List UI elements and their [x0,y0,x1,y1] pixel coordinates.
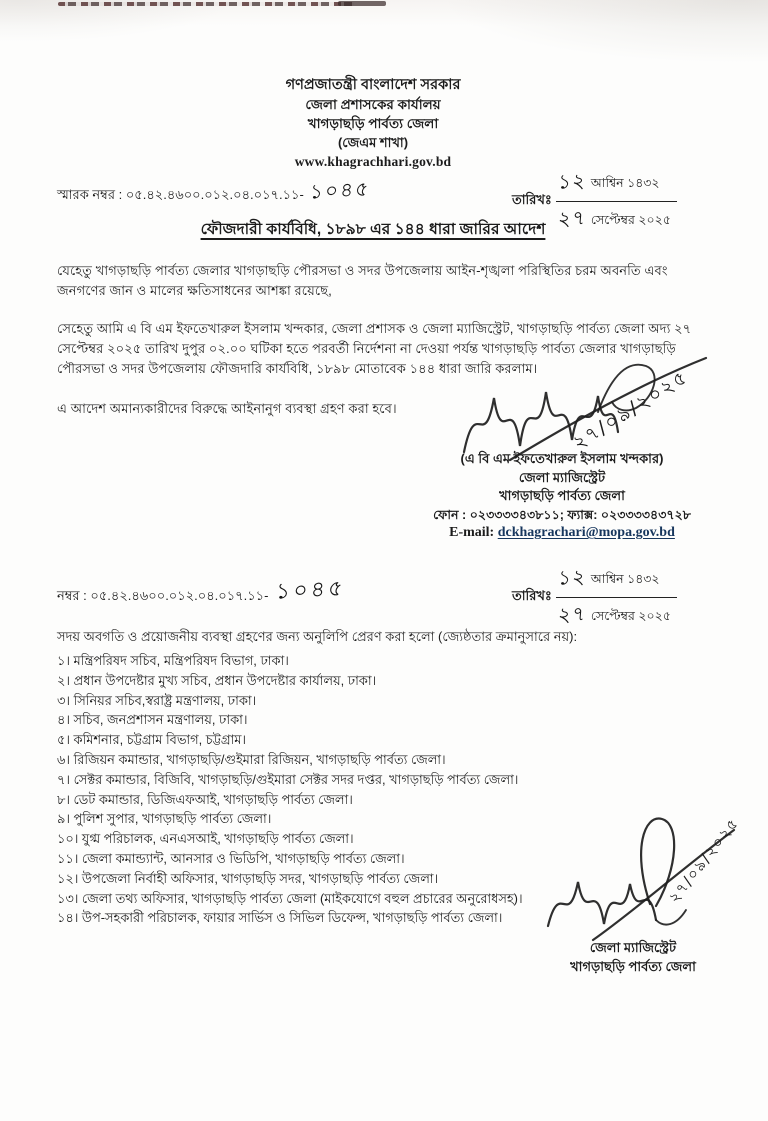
district-name: খাগড়াছড়ি পার্বত্য জেলা [307,116,439,131]
distribution-list [57,651,737,928]
handwritten-gregorian-day-2: ২৭ [556,601,588,627]
bangla-month-year-2: আশ্বিন ১৪৩২ [590,572,660,586]
signatory-name: (এ বি এম ইফতেখারুল ইসলাম খন্দকার) [460,451,664,466]
bangla-month-year-1: আশ্বিন ১৪৩২ [590,176,660,190]
signatory-district: খাগড়াছড়ি পার্বত্য জেলা [499,488,625,503]
signatory-title-bottom: জেলা ম্যাজিস্ট্রেট [589,940,677,955]
email-label: E-mail: [449,525,495,540]
distribution-item-9: ৯। পুলিশ সুপার, খাগড়াছড়ি পার্বত্য জেলা। [57,811,272,827]
distribution-item-6: ৬। রিজিয়ন কমান্ডার, খাগড়াছড়ি/গুইমারা রিজিয়ন, খাগড়াছড়ি পার্বত্য জেলা। [57,751,446,767]
handwritten-signature-date-2: ২৭/০৯/২০২৫ [664,814,743,907]
distribution-intro: সদয় অবগতি ও প্রয়োজনীয় ব্যবস্থা গ্রহণের জন্য অনুলিপি প্রেরণ করা হলো (জ্যেষ্ঠতার ক্রমানুসারে নয়): [57,629,578,644]
distribution-item-1: ১। মন্ত্রিপরিষদ সচিব, মন্ত্রিপরিষদ বিভাগ, ঢাকা। [57,653,289,668]
date-label-1: তারিখঃ [512,191,552,207]
letterhead [0,76,746,171]
signatory-district-bottom: খাগড়াছড়ি পার্বত্য জেলা [570,959,696,974]
distribution-item-5: ৫। কমিশনার, চট্টগ্রাম বিভাগ, চট্টগ্রাম। [57,732,247,748]
order-title: ফৌজদারী কার্যবিধি, ১৮৯৮ এর ১৪৪ ধারা জারির আদেশ [200,221,546,238]
memo-number-label-1: স্মারক নম্বর : ০৫.৪২.৪৬০০.০১২.০৪.০১৭.১১- [57,187,304,202]
distribution-item-4: ৪। সচিব, জনপ্রশাসন মন্ত্রণালয়, ঢাকা। [57,712,248,728]
handwritten-memo-number-2: ১০৪৫ [275,576,347,605]
dual-date-fraction-2 [556,562,677,632]
signatory-block-bottom [543,938,723,976]
memo-number-line-2 [57,576,346,613]
branch-name: (জেএম শাখা) [337,135,409,150]
body-paragraph-whereas: যেহেতু খাগড়াছড়ি পার্বত্য জেলার খাগড়াছড়ি পৌরসভা ও সদর উপজেলায় আইন-শৃঙ্খলা পরিস্থিতির চরম অবনতি এবং জনগণের জান ও মালের ক্ষতিসাধনের আশঙ্কা রয়েছে, [57,263,668,298]
handwritten-gregorian-day-1: ২৭ [556,205,588,231]
scan-smudge-artifact [338,1,386,6]
distribution-item-3: ৩। সিনিয়র সচিব,স্বরাষ্ট্র মন্ত্রণালয়, ঢাকা। [57,692,257,708]
distribution-item-10: ১০। যুগ্ম পরিচালক, এনএসআই, খাগড়াছড়ি পার্বত্য জেলা। [57,831,354,847]
signatory-block [408,450,716,543]
memo-number-label-2: নম্বর : ০৫.৪২.৪৬০০.০১২.০৪.০১৭.১১- [57,588,269,603]
distribution-item-13: ১৩। জেলা তথ্য অফিসার, খাগড়াছড়ি পার্বত্য জেলা (মাইকযোগে বহুল প্রচারের অনুরোধসহ)। [57,890,523,906]
email-link[interactable]: dckhagrachari@mopa.gov.bd [497,525,675,540]
signatory-title: জেলা ম্যাজিস্ট্রেট [518,469,606,485]
distribution-item-7: ৭। সেক্টর কমান্ডার, বিজিবি, খাগড়াছড়ি/গুইমারা সেক্টর সদর দপ্তর, খাগড়াছড়ি পার্বত্য জেলা। [57,771,519,787]
gregorian-month-year-2: সেপ্টেম্বর ২০২৫ [590,609,671,623]
distribution-item-14: ১৪। উপ-সহকারী পরিচালক, ফায়ার সার্ভিস ও সিভিল ডিফেন্স, খাগড়াছড়ি পার্বত্য জেলা। [57,910,503,926]
memo-number-line-1 [57,178,370,211]
government-name: গণপ্রজাতন্ত্রী বাংলাদেশ সরকার [285,77,461,93]
website-url: www.khagrachhari.gov.bd [294,154,452,169]
gregorian-month-year-1: সেপ্টেম্বর ২০২৫ [590,213,671,227]
date-block-2 [512,562,677,632]
handwritten-memo-number-1: ১০৪৫ [308,176,372,204]
email-line [408,524,716,543]
body-paragraph-order: সেহেতু আমি এ বি এম ইফতেখারুল ইসলাম খন্দকার, জেলা প্রশাসক ও জেলা ম্যাজিস্ট্রেট, খাগড়াছড়ি পার্বত্য জেলা অদ্য ২৭ সেপ্টেম্বর ২০২৫ তারিখ দুপুর ০২.০০ ঘটিকা হতে পরবর্তী নির্দেশনা না দেওয়া পর্যন্ত খাগড়াছড়ি পার্বত্য জেলার খাগড়াছড়ি পৌরসভা ও সদর উপজেলায় ফৌজদারি কার্যবিধি, ১৮৯৮ মোতাবেক ১৪৪ ধারা জারি করলাম। [57,321,692,376]
scan-torn-edge-artifact [58,2,354,6]
handwritten-bangla-day-2: ১২ [556,564,588,590]
office-name: জেলা প্রশাসকের কার্যালয় [305,97,441,112]
phone-fax-line: ফোন : ০২৩৩৩৩৪৩৮১১; ফ্যাক্স: ০২৩৩৩৩৪৩৭২৮ [433,507,691,522]
handwritten-bangla-day-1: ১২ [556,168,588,194]
date-label-2: তারিখঃ [512,587,552,603]
body-paragraph-warning: এ আদেশ অমান্যকারীদের বিরুদ্ধে আইনানুগ ব্যবস্থা গ্রহণ করা হবে। [57,401,397,416]
handwritten-signature-date-1: ২৭/০৯/২০২৫ [568,365,693,455]
distribution-item-12: ১২। উপজেলা নির্বাহী অফিসার, খাগড়াছড়ি সদর, খাগড়াছড়ি পার্বত্য জেলা। [57,870,439,886]
distribution-item-11: ১১। জেলা কমান্ড্যান্ট, আনসার ও ভিডিপি, খাগড়াছড়ি পার্বত্য জেলা। [57,850,405,866]
distribution-item-8: ৮। ডেট কমান্ডার, ডিজিএফআই, খাগড়াছড়ি পার্বত্য জেলা। [57,791,353,807]
distribution-item-2: ২। প্রধান উপদেষ্টার মুখ্য সচিব, প্রধান উপদেষ্টার কার্যালয়, ঢাকা। [57,672,377,688]
